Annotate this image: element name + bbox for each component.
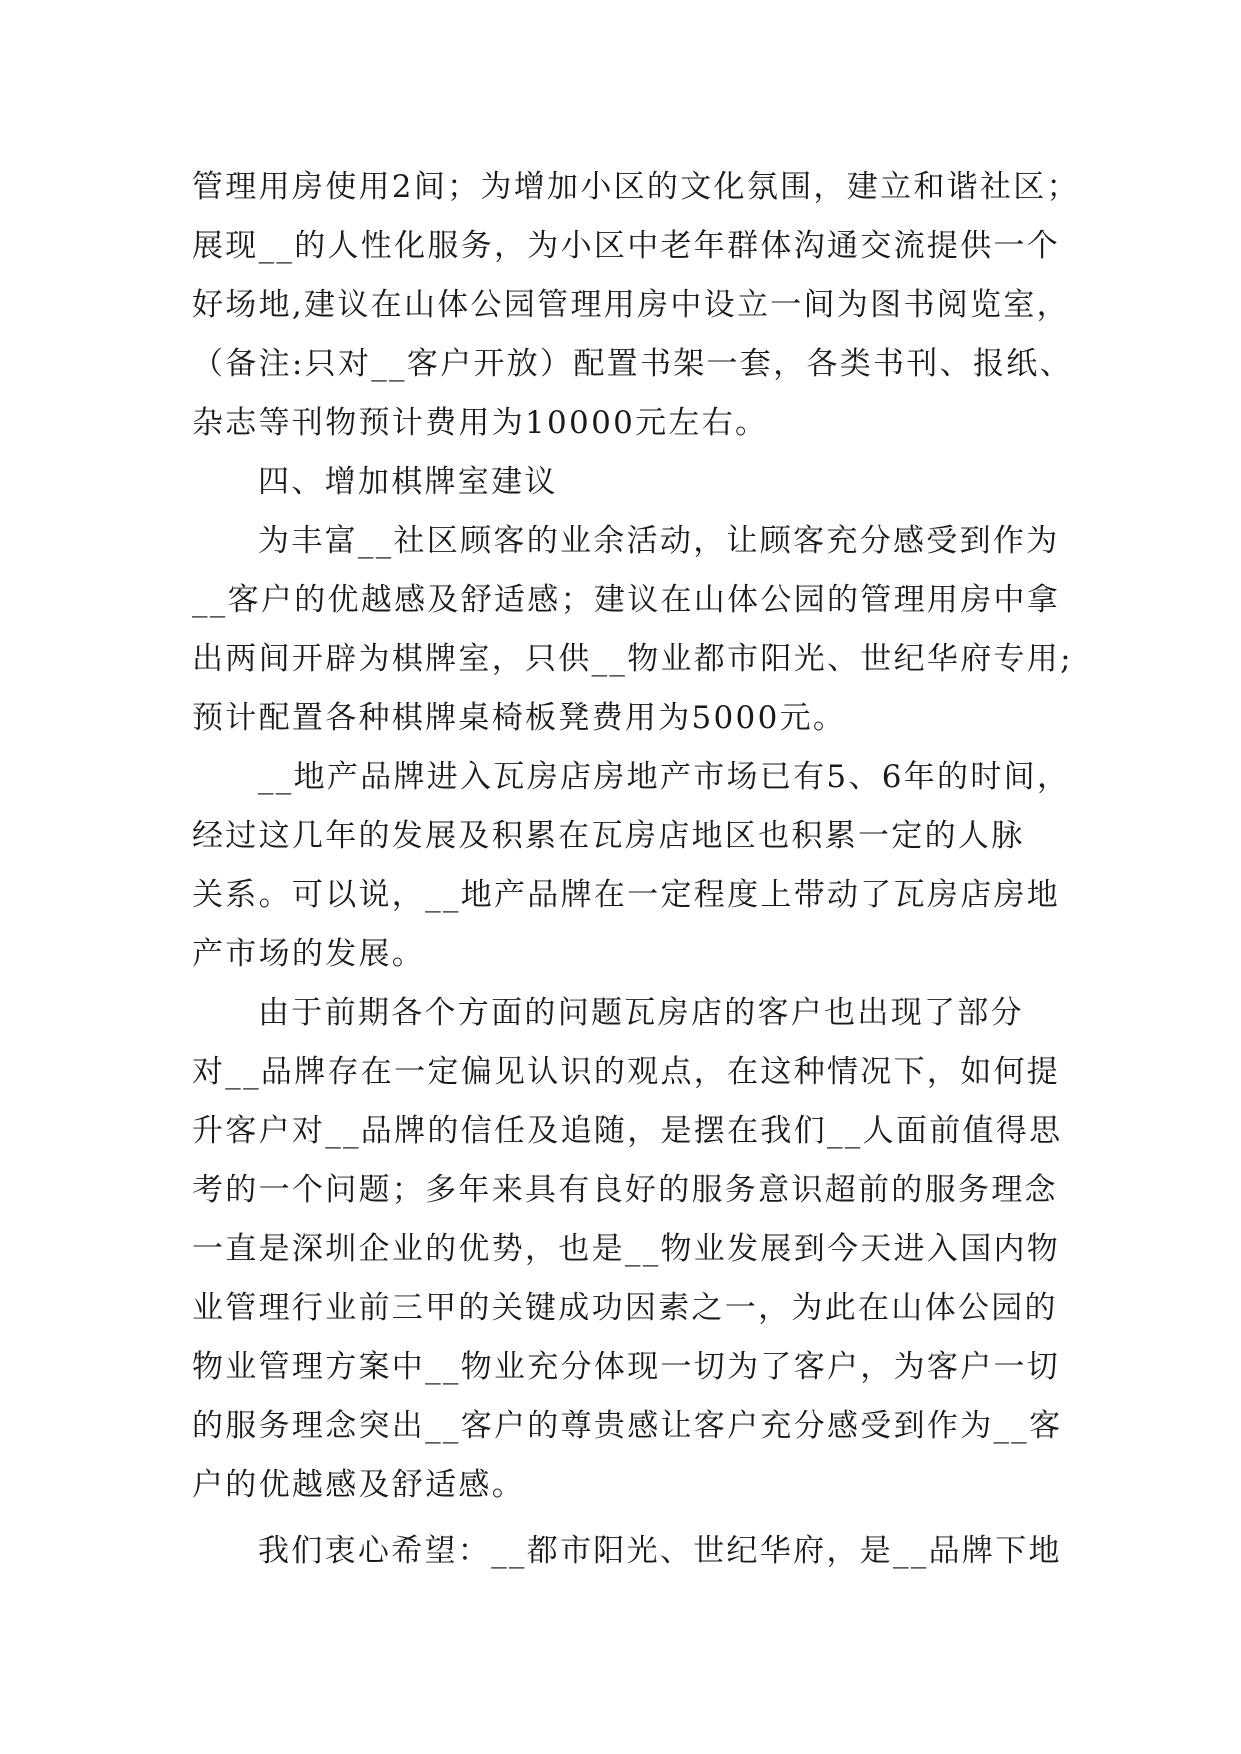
paragraph-first-line: __地产品牌进入瓦房店房地产市场已有5、6年的时间， [258, 759, 1071, 795]
paragraph-first-line: 为丰富__社区顾客的业余活动，让顾客充分感受到作为 [258, 523, 1060, 559]
text-line: 产市场的发展。 [192, 936, 426, 972]
text-line: __客户的优越感及舒适感；建议在山体公园的管理用房中拿 [192, 582, 1061, 618]
document-body [192, 158, 1080, 1581]
text-line: 业管理行业前三甲的关键成功因素之一，为此在山体公园的 [192, 1290, 1058, 1326]
text-line: 经过这几年的发展及积累在瓦房店地区也积累一定的人脉 [192, 818, 1025, 854]
text-line: 升客户对__品牌的信任及追随，是摆在我们__人面前值得思 [192, 1113, 1063, 1149]
text-line: 杂志等刊物预计费用为10000元左右。 [192, 405, 769, 441]
text-line: （备注:只对__客户开放）配置书架一套，各类书刊、报纸、 [192, 346, 1073, 382]
text-line: 关系。可以说，__地产品牌在一定程度上带动了瓦房店房地 [192, 877, 1061, 913]
paragraph-first-line: 我们衷心希望：__都市阳光、世纪华府，是__品牌下地 [258, 1533, 1062, 1569]
text-line: 户的优越感及舒适感。 [192, 1467, 525, 1503]
text-line: 展现__的人性化服务，为小区中老年群体沟通交流提供一个 [192, 228, 1061, 264]
text-line: 预计配置各种棋牌桌椅板凳费用为5000元。 [192, 700, 847, 736]
section-heading: 四、增加棋牌室建议 [258, 464, 558, 500]
text-line: 管理用房使用2间；为增加小区的文化氛围，建立和谐社区； [192, 169, 1080, 205]
text-line: 的服务理念突出__客户的尊贵感让客户充分感受到作为__客 [192, 1408, 1063, 1444]
text-line: 一直是深圳企业的优势，也是__物业发展到今天进入国内物 [192, 1231, 1061, 1267]
text-line: 对__品牌存在一定偏见认识的观点，在这种情况下，如何提 [192, 1054, 1061, 1090]
text-line: 出两间开辟为棋牌室，只供__物业都市阳光、世纪华府专用; [192, 641, 1073, 677]
text-line: 好场地,建议在山体公园管理用房中设立一间为图书阅览室， [192, 287, 1070, 323]
text-line: 考的一个问题；多年来具有良好的服务意识超前的服务理念 [192, 1172, 1058, 1208]
text-line: 物业管理方案中__物业充分体现一切为了客户，为客户一切 [192, 1349, 1061, 1385]
paragraph-first-line: 由于前期各个方面的问题瓦房店的客户也出现了部分 [258, 995, 1024, 1031]
